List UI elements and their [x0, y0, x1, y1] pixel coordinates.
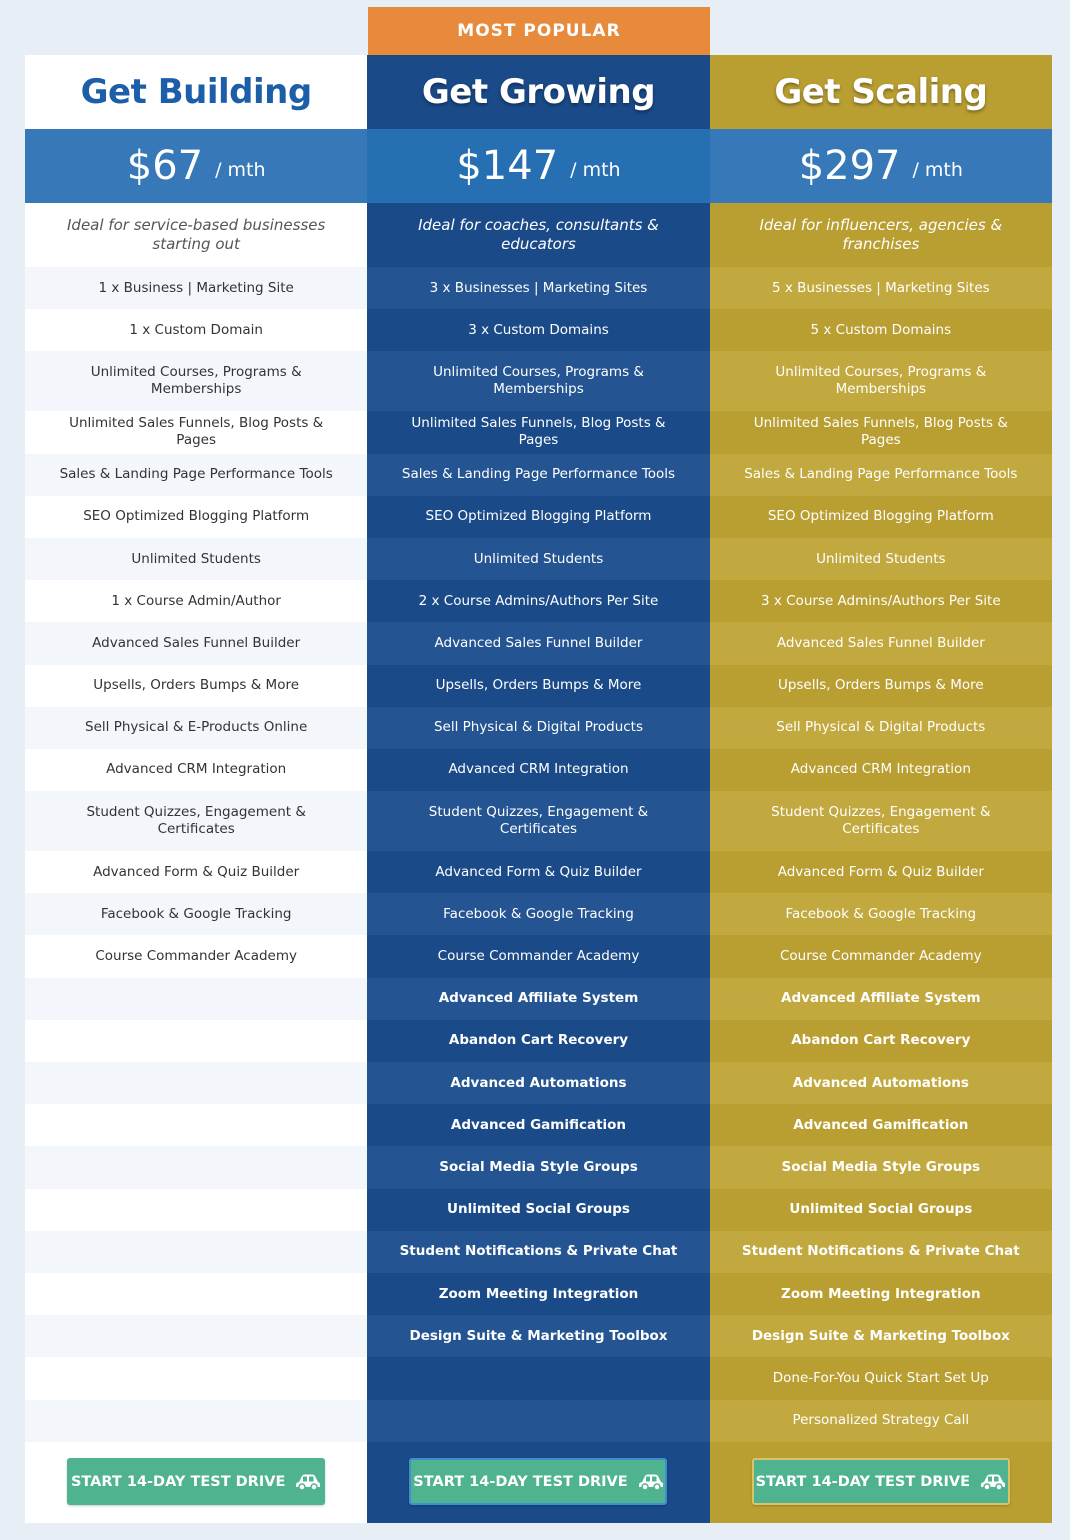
- feature-list: [710, 267, 1052, 1442]
- feature-row: Advanced CRM Integration: [448, 761, 629, 778]
- feature-row: [25, 1400, 367, 1442]
- feature-row: [25, 1104, 367, 1146]
- feature-row: [25, 1357, 367, 1399]
- feature-row: [25, 1020, 367, 1062]
- start-test-drive-button[interactable]: [752, 1458, 1010, 1505]
- feature-row: Sales & Landing Page Performance Tools: [367, 454, 709, 496]
- feature-row: SEO Optimized Blogging Platform: [83, 508, 310, 525]
- feature-row: Facebook & Google Tracking: [710, 893, 1052, 935]
- feature-row: Facebook & Google Tracking: [25, 893, 367, 935]
- feature-row: Done-For-You Quick Start Set Up: [772, 1369, 989, 1386]
- plan-get-growing: [367, 55, 709, 1523]
- feature-row: Abandon Cart Recovery: [791, 1032, 971, 1049]
- feature-row: Advanced Form & Quiz Builder: [93, 863, 300, 880]
- cta-wrap: [367, 1458, 709, 1505]
- feature-row: Advanced Automations: [710, 1062, 1052, 1104]
- feature-row: Unlimited Students: [25, 538, 367, 580]
- price-unit: / mth: [912, 159, 963, 181]
- start-test-drive-button[interactable]: [409, 1458, 667, 1505]
- feature-row: Advanced Form & Quiz Builder: [435, 863, 642, 880]
- feature-row: Unlimited Sales Funnels, Blog Posts & Pages: [411, 415, 666, 449]
- feature-row: [25, 1146, 367, 1188]
- feature-row: Course Commander Academy: [779, 948, 982, 965]
- feature-row: Student Notifications & Private Chat: [367, 1231, 709, 1273]
- plan-get-building: [25, 55, 367, 1523]
- feature-row: Unlimited Courses, Programs & Memberships: [367, 351, 709, 411]
- feature-row: SEO Optimized Blogging Platform: [425, 508, 652, 525]
- feature-row: Advanced Automations: [367, 1062, 709, 1104]
- car-icon: [295, 1473, 321, 1491]
- feature-row: Personalized Strategy Call: [710, 1400, 1052, 1442]
- feature-row: Course Commander Academy: [437, 948, 640, 965]
- feature-row: Upsells, Orders Bumps & More: [777, 677, 984, 694]
- feature-row: 1 x Business | Marketing Site: [25, 267, 367, 309]
- feature-row: Upsells, Orders Bumps & More: [435, 677, 642, 694]
- feature-row: Upsells, Orders Bumps & More: [93, 677, 300, 694]
- most-popular-banner: [368, 7, 710, 55]
- plan-description: Ideal for influencers, agencies & franchises: [759, 216, 1003, 253]
- feature-row: [25, 1189, 367, 1231]
- feature-row: 2 x Course Admins/Authors Per Site: [418, 592, 659, 609]
- feature-row: 1 x Course Admin/Author: [111, 592, 281, 609]
- feature-row: Zoom Meeting Integration: [781, 1285, 981, 1302]
- cta-label: START 14-DAY TEST DRIVE: [413, 1473, 628, 1490]
- feature-row: [367, 1400, 709, 1442]
- feature-row: Design Suite & Marketing Toolbox: [367, 1315, 709, 1357]
- cta-label: START 14-DAY TEST DRIVE: [755, 1473, 971, 1490]
- feature-row: 5 x Custom Domains: [810, 321, 952, 338]
- cta-wrap: [710, 1458, 1052, 1505]
- pricing-table: [25, 55, 1052, 1523]
- cta-wrap: [25, 1458, 367, 1505]
- price-band: [25, 129, 367, 203]
- feature-row: [25, 1231, 367, 1273]
- feature-row: Student Quizzes, Engagement & Certificates: [25, 791, 367, 851]
- feature-row: Social Media Style Groups: [367, 1146, 709, 1188]
- price-band: [367, 129, 709, 203]
- car-icon: [980, 1473, 1006, 1491]
- feature-row: Unlimited Social Groups: [447, 1201, 630, 1218]
- feature-row: Unlimited Courses, Programs & Memberships: [25, 351, 367, 411]
- feature-row: Advanced Affiliate System: [710, 978, 1052, 1020]
- feature-row: 1 x Custom Domain: [129, 321, 263, 338]
- price-unit: / mth: [215, 159, 266, 181]
- feature-row: Sales & Landing Page Performance Tools: [25, 454, 367, 496]
- feature-row: Advanced Affiliate System: [367, 978, 709, 1020]
- plan-title: Get Scaling: [774, 72, 988, 112]
- feature-row: 5 x Businesses | Marketing Sites: [710, 267, 1052, 309]
- feature-row: 3 x Businesses | Marketing Sites: [367, 267, 709, 309]
- price-amount: $67: [126, 143, 204, 189]
- feature-row: Advanced CRM Integration: [790, 761, 971, 778]
- feature-row: Social Media Style Groups: [710, 1146, 1052, 1188]
- feature-row: Design Suite & Marketing Toolbox: [710, 1315, 1052, 1357]
- feature-row: [25, 1062, 367, 1104]
- feature-row: Student Notifications & Private Chat: [710, 1231, 1052, 1273]
- feature-row: Student Quizzes, Engagement & Certificates: [367, 791, 709, 851]
- price-amount: $147: [456, 143, 559, 189]
- feature-row: Unlimited Courses, Programs & Memberships: [710, 351, 1052, 411]
- feature-row: Advanced Sales Funnel Builder: [367, 622, 709, 664]
- feature-row: Advanced Sales Funnel Builder: [710, 622, 1052, 664]
- feature-row: [25, 1273, 367, 1315]
- car-icon: [638, 1473, 664, 1491]
- feature-list: [367, 267, 709, 1442]
- cta-label: START 14-DAY TEST DRIVE: [70, 1473, 286, 1490]
- most-popular-label: MOST POPULAR: [457, 21, 621, 41]
- feature-row: Advanced Gamification: [793, 1116, 969, 1133]
- feature-row: Advanced Gamification: [450, 1116, 627, 1133]
- feature-row: Abandon Cart Recovery: [448, 1032, 629, 1049]
- feature-row: Advanced CRM Integration: [106, 761, 287, 778]
- feature-row: Advanced Form & Quiz Builder: [777, 863, 984, 880]
- plan-get-scaling: [710, 55, 1052, 1523]
- plan-title: Get Building: [80, 72, 312, 112]
- feature-row: Sell Physical & E-Products Online: [25, 707, 367, 749]
- feature-row: [25, 1315, 367, 1357]
- plan-description: Ideal for service-based businesses starting out: [67, 216, 326, 253]
- feature-list: [25, 267, 367, 1442]
- feature-row: [25, 978, 367, 1020]
- feature-row: 3 x Course Admins/Authors Per Site: [760, 592, 1001, 609]
- price-unit: / mth: [570, 159, 621, 181]
- plan-title: Get Growing: [421, 72, 656, 112]
- feature-row: Sell Physical & Digital Products: [710, 707, 1052, 749]
- start-test-drive-button[interactable]: [67, 1458, 325, 1505]
- feature-row: 3 x Custom Domains: [468, 321, 609, 338]
- feature-row: Facebook & Google Tracking: [367, 893, 709, 935]
- feature-row: Sales & Landing Page Performance Tools: [710, 454, 1052, 496]
- feature-row: Unlimited Sales Funnels, Blog Posts & Pages: [69, 415, 324, 449]
- feature-row: Unlimited Students: [367, 538, 709, 580]
- feature-row: SEO Optimized Blogging Platform: [767, 508, 994, 525]
- feature-row: Advanced Sales Funnel Builder: [25, 622, 367, 664]
- feature-row: Zoom Meeting Integration: [438, 1285, 639, 1302]
- price-band: [710, 129, 1052, 203]
- feature-row: Unlimited Sales Funnels, Blog Posts & Pages: [753, 415, 1008, 449]
- price-amount: $297: [798, 143, 901, 189]
- feature-row: Sell Physical & Digital Products: [367, 707, 709, 749]
- feature-row: [367, 1357, 709, 1399]
- plan-description: Ideal for coaches, consultants & educators: [418, 216, 659, 253]
- feature-row: Course Commander Academy: [95, 948, 297, 965]
- feature-row: Student Quizzes, Engagement & Certificates: [710, 791, 1052, 851]
- feature-row: Unlimited Social Groups: [789, 1201, 973, 1218]
- feature-row: Unlimited Students: [710, 538, 1052, 580]
